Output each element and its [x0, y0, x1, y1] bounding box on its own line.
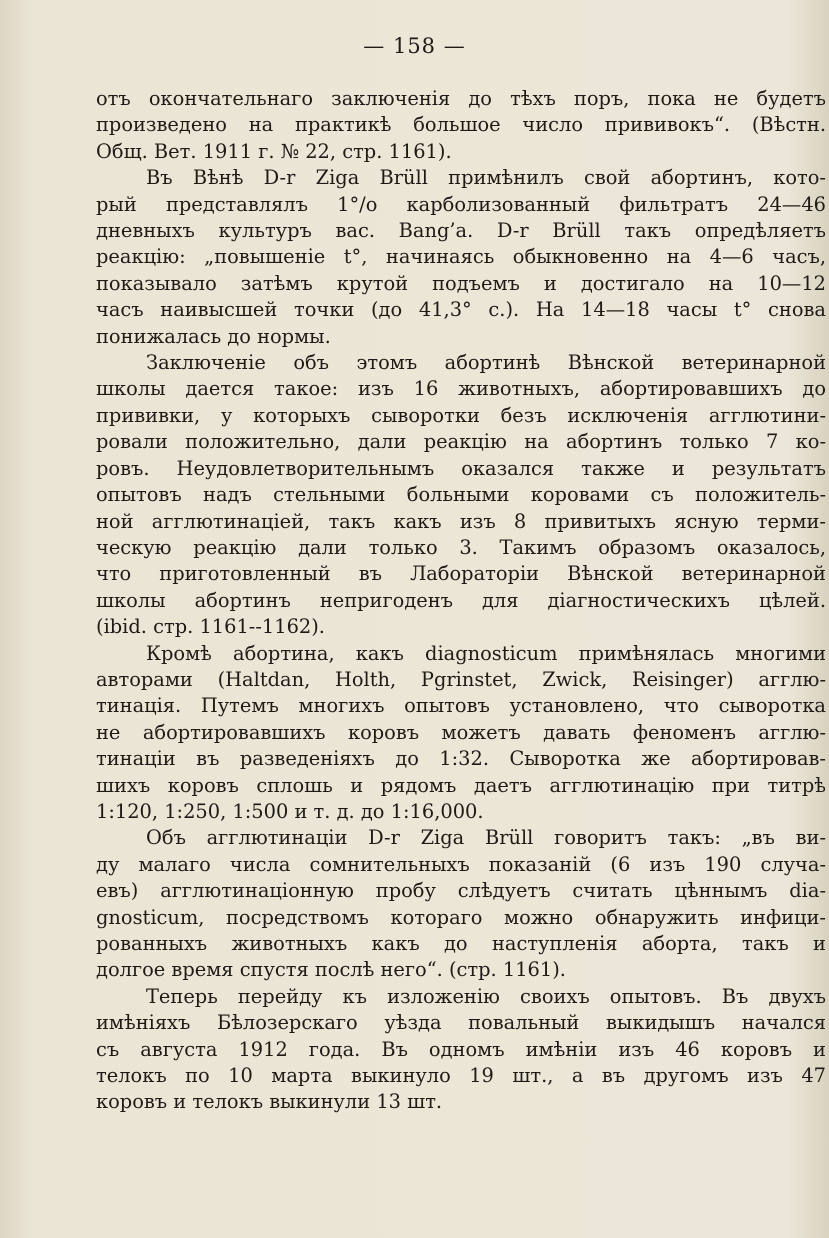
text-line: отъ окончательнаго заключенія до тѣхъ поръ, пока не будетъ — [96, 87, 826, 110]
text-line: Кромѣ абортина, какъ diagnosticum примѣнялась многими — [146, 641, 826, 665]
text-line: авторами (Haltdan, Holth, Pgrinstet, Zwick, Reisinger) агглю- — [96, 667, 826, 691]
body-text — [96, 86, 826, 1116]
text-line: Объ агглютинаціи D-r Ziga Brüll говоритъ такъ: „въ ви- — [146, 826, 826, 850]
text-line: прививки, у которыхъ сыворотки безъ исключенія агглютини- — [96, 403, 826, 427]
text-line: ной агглютинаціей, такъ какъ изъ 8 привитыхъ ясную терми- — [96, 509, 826, 533]
text-line: не абортировавшихъ коровъ можетъ давать феноменъ агглю- — [96, 720, 826, 744]
text-line: шихъ коровъ сплошь и рядомъ даетъ агглютинацію при титрѣ — [96, 773, 826, 797]
text-line: произведено на практикѣ большое число прививокъ“. (Вѣстн. — [96, 113, 826, 137]
text-line: имѣніяхъ Бѣлозерскаго уѣзда повальный выкидышъ начался — [96, 1011, 826, 1035]
text-line: реакцію: „повышеніе t°, начинаясь обыкновенно на 4—6 часъ, — [96, 245, 826, 269]
paragraph — [96, 350, 826, 640]
text-line: евъ) агглютинаціонную пробу слѣдуетъ считать цѣннымъ dia- — [96, 879, 826, 903]
text-line: ду малаго числа сомнительныхъ показаній (6 изъ 190 случа- — [96, 852, 826, 876]
text-line: тинаціи въ разведеніяхъ до 1:32. Сыворотка же абортировав- — [96, 747, 826, 771]
text-line: Теперь перейду къ изложенію своихъ опытовъ. Въ двухъ — [146, 984, 826, 1008]
text-line: что приготовленный въ Лабораторіи Вѣнской ветеринарной — [96, 562, 826, 586]
text-line: gnosticum, посредствомъ котораго можно обнаружить инфици- — [96, 905, 826, 929]
text-line: Въ Вѣнѣ D-r Ziga Brüll примѣнилъ свой абортинъ, кото- — [146, 166, 826, 190]
text-line: ровъ. Неудовлетворительнымъ оказался также и результатъ — [96, 456, 826, 480]
text-line: съ августа 1912 года. Въ одномъ имѣніи изъ 46 коровъ и — [96, 1037, 826, 1061]
text-line: долгое время спустя послѣ него“. (стр. 1161). — [96, 958, 566, 982]
text-line: школы абортинъ непригоденъ для діагностическихъ цѣлей. — [96, 588, 826, 612]
text-line: (ibid. стр. 1161--1162). — [96, 615, 325, 639]
text-line: дневныхъ культуръ вас. Bang’a. D-r Brüll такъ опредѣляетъ — [96, 219, 826, 243]
text-line: ческую реакцію дали только 3. Такимъ образомъ оказалось, — [96, 535, 826, 559]
text-line: 1:120, 1:250, 1:500 и т. д. до 1:16,000. — [96, 799, 484, 823]
paragraph — [96, 165, 826, 350]
paragraph — [96, 984, 826, 1116]
text-line: опытовъ надъ стельными больными коровами съ положитель- — [96, 483, 826, 507]
page-number: — 158 — — [363, 34, 466, 58]
text-line: показывало затѣмъ крутой подъемъ и достигало на 10—12 — [96, 271, 826, 295]
text-line: часъ наивысшей точки (до 41,3° с.). На 14—18 часы t° снова — [96, 298, 826, 322]
text-line: рый представлялъ 1°/o карболизованный фильтратъ 24—46 — [96, 192, 826, 216]
text-line: ровали положительно, дали реакцію на абортинъ только 7 ко- — [96, 430, 826, 454]
text-line: коровъ и телокъ выкинули 13 шт. — [96, 1090, 443, 1114]
paragraph — [96, 641, 826, 826]
text-line: понижалась до нормы. — [96, 324, 331, 348]
paragraph — [96, 825, 826, 983]
text-line: рованныхъ животныхъ какъ до наступленія аборта, такъ и — [96, 932, 826, 955]
text-line: тинація. Путемъ многихъ опытовъ установлено, что сыворотка — [96, 694, 826, 718]
text-line: школы дается такое: изъ 16 животныхъ, абортировавшихъ до — [96, 377, 826, 401]
paragraph — [96, 86, 826, 165]
text-line: Общ. Вет. 1911 г. № 22, стр. 1161). — [96, 139, 452, 163]
text-line: телокъ по 10 марта выкинуло 19 шт., а въ другомъ изъ 47 — [96, 1064, 826, 1088]
text-line: Заключеніе объ этомъ абортинѣ Вѣнской ветеринарной — [146, 351, 826, 375]
